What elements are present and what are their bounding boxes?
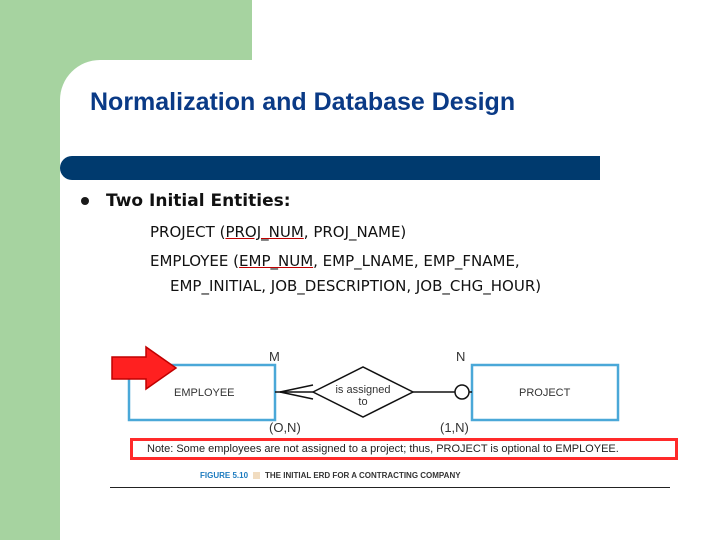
crowfoot-top [280,385,313,392]
project-entity-line [150,223,406,241]
relationship-label-line1: is assigned [335,384,391,396]
attribute-list: , PROJ_NAME [303,223,401,241]
primary-key: PROJ_NUM [225,223,304,241]
right-cardinality: N [456,349,466,364]
relationship-label-line2: to [358,396,368,408]
highlighted-note: Note: Some employees are not assigned to a project; thus, PROJECT is optional to EMPLOYEE. [130,438,678,460]
paren-close: ) [535,277,542,295]
paren-close: ) [400,223,407,241]
green-border-left [0,0,60,540]
employee-entity-line-continued [170,277,541,295]
left-cardinality: M [269,349,280,364]
project-entity-label: PROJECT [519,387,571,399]
attribute-list: EMP_INITIAL, JOB_DESCRIPTION, JOB_CHG_HOUR [170,277,536,295]
entity-name: PROJECT [150,223,215,241]
bullet-heading: Two Initial Entities: [106,191,291,211]
slide-title: Normalization and Database Design [90,88,516,116]
employee-entity-line [150,252,520,270]
employee-entity-label: EMPLOYEE [174,387,235,399]
figure-number: FIGURE 5.10 [200,471,249,480]
round-bullet-icon [81,197,89,205]
paren-open: ( [214,223,226,241]
erd-diagram [110,345,680,490]
caption-square-icon [253,472,260,479]
primary-key-underline [239,252,313,270]
relationship-label [328,384,398,408]
title-underline-bar [60,156,600,180]
attribute-list: , EMP_LNAME, EMP_FNAME, [313,252,520,270]
caption-rule [110,487,670,488]
primary-key: EMP_NUM [239,252,314,270]
entity-name: EMPLOYEE [150,252,229,270]
crowfoot-bottom [280,392,313,399]
figure-title: THE INITIAL ERD FOR A CONTRACTING COMPANY [265,471,461,480]
optional-circle [455,385,469,399]
erd-figure [110,345,680,490]
primary-key-underline [225,223,303,241]
right-connectivity: (1,N) [440,420,469,435]
red-right-arrow-icon [110,345,178,391]
paren-open: ( [228,252,240,270]
left-connectivity: (O,N) [269,420,301,435]
figure-caption [200,471,461,480]
